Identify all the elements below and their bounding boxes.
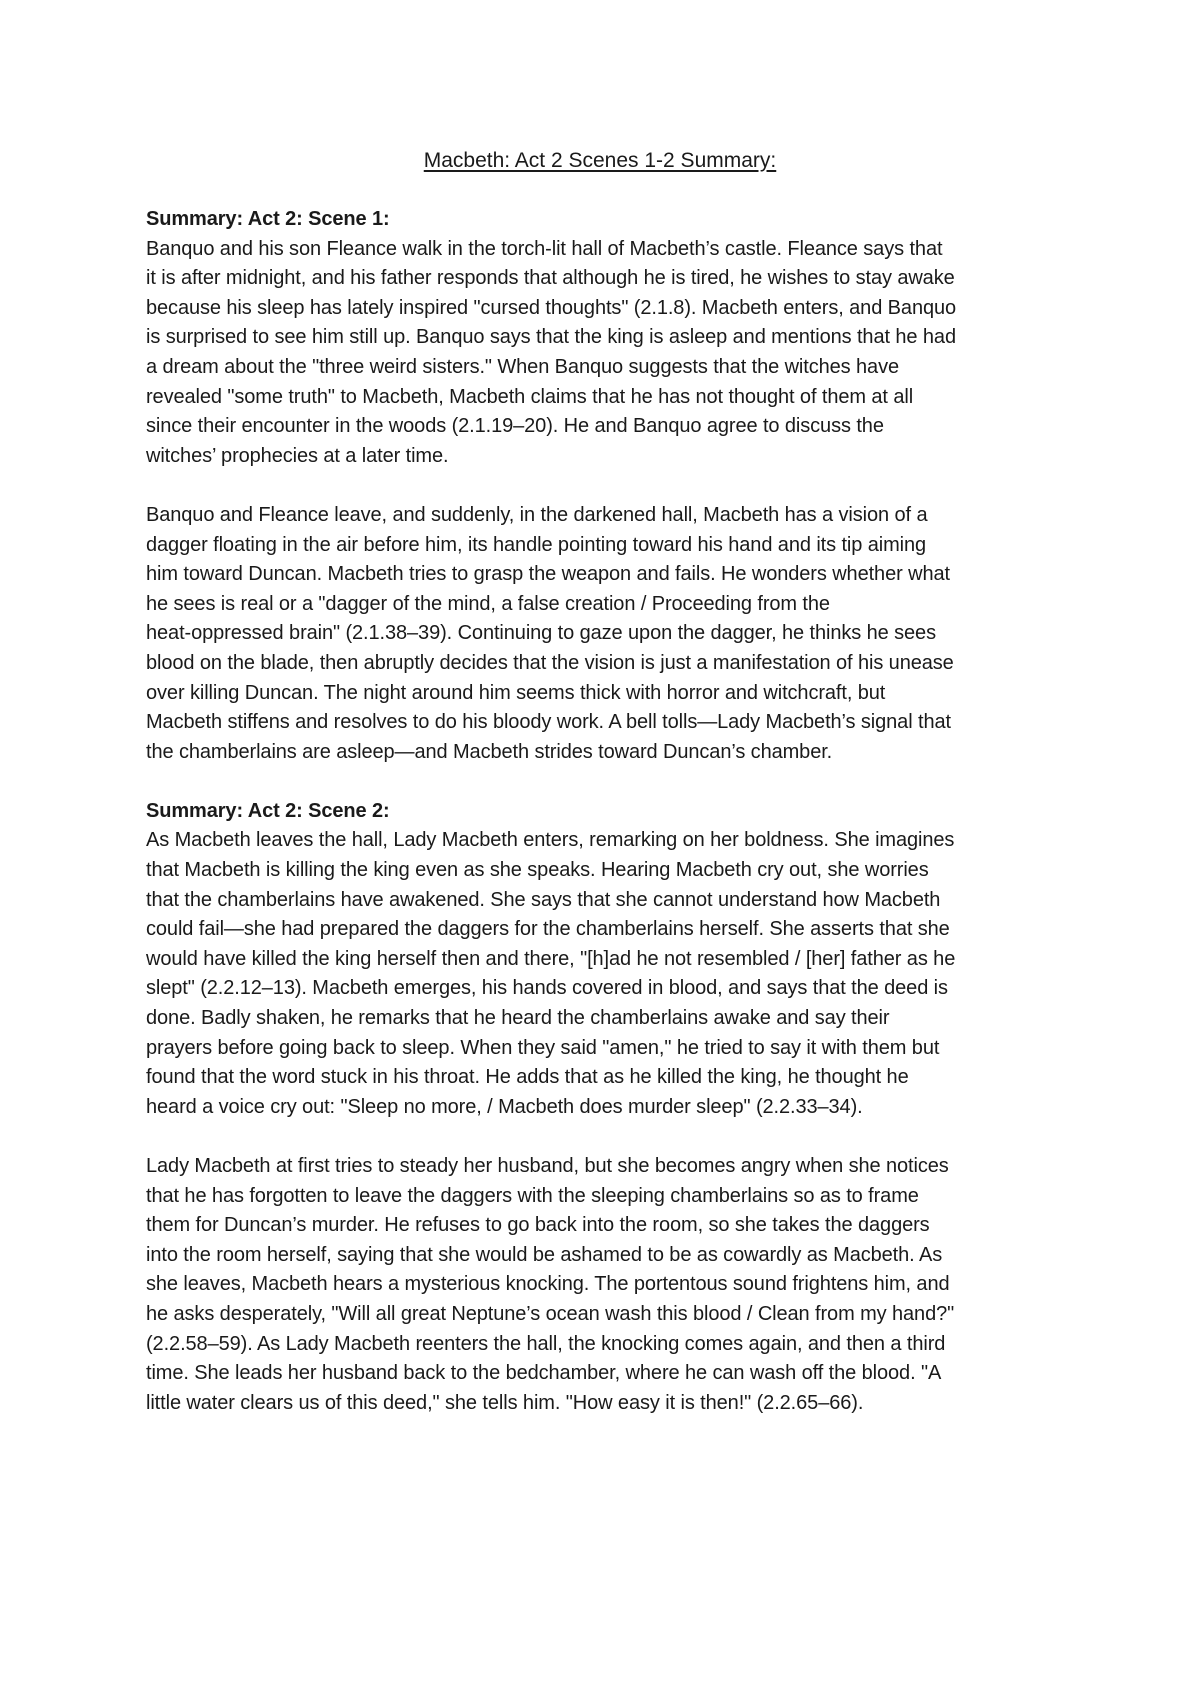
paragraph (146, 501, 1086, 767)
paragraph (146, 235, 1086, 472)
text-line: (2.2.58–59). As Lady Macbeth reenters the hall, the knocking comes again, and then a third (146, 1332, 946, 1355)
text-line: Macbeth stiffens and resolves to do his bloody work. A bell tolls—Lady Macbeth’s signal that (146, 711, 951, 734)
text-line: Banquo and his son Fleance walk in the torch-lit hall of Macbeth’s castle. Fleance says that (146, 237, 943, 260)
page-title: Macbeth: Act 2 Scenes 1-2 Summary: (423, 149, 777, 172)
text-line: she leaves, Macbeth hears a mysterious knocking. The portentous sound frightens him, and (146, 1273, 950, 1296)
text-line: heat-oppressed brain" (2.1.38–39). Continuing to gaze upon the dagger, he thinks he sees (146, 622, 936, 645)
paragraph (146, 826, 1086, 1122)
text-line: into the room herself, saying that she would be ashamed to be as cowardly as Macbeth. As (146, 1243, 943, 1266)
text-line: the chamberlains are asleep—and Macbeth strides toward Duncan’s chamber. (146, 740, 833, 763)
text-line: heard a voice cry out: "Sleep no more, / Macbeth does murder sleep" (2.2.33–34). (146, 1095, 863, 1118)
paragraph-spacer (146, 767, 1086, 797)
text-line: is surprised to see him still up. Banquo says that the king is asleep and mentions that he had (146, 326, 956, 349)
text-line: a dream about the "three weird sisters." When Banquo suggests that the witches have (146, 355, 899, 378)
paragraph-spacer (146, 1122, 1086, 1152)
text-line: Banquo and Fleance leave, and suddenly, in the darkened hall, Macbeth has a vision of a (146, 503, 928, 526)
text-line: that he has forgotten to leave the daggers with the sleeping chamberlains so as to frame (146, 1184, 919, 1207)
text-line: witches’ prophecies at a later time. (146, 444, 449, 467)
text-line: slept" (2.2.12–13). Macbeth emerges, his hands covered in blood, and says that the deed is (146, 977, 948, 1000)
text-line: would have killed the king herself then and there, "[h]ad he not resembled / [her] father as he (146, 947, 956, 970)
text-line: that Macbeth is killing the king even as she speaks. Hearing Macbeth cry out, she worries (146, 859, 929, 882)
text-line: because his sleep has lately inspired "cursed thoughts" (2.1.8). Macbeth enters, and Banquo (146, 296, 957, 319)
text-line: dagger floating in the air before him, its handle pointing toward his hand and its tip aiming (146, 533, 927, 556)
text-line: could fail—she had prepared the daggers for the chamberlains herself. She asserts that she (146, 918, 950, 941)
text-line: little water clears us of this deed," she tells him. "How easy it is then!" (2.2.65–66). (146, 1391, 864, 1414)
text-line: done. Badly shaken, he remarks that he heard the chamberlains awake and say their (146, 1007, 890, 1030)
paragraph (146, 1152, 1086, 1418)
text-line: him toward Duncan. Macbeth tries to grasp the weapon and fails. He wonders whether what (146, 563, 950, 586)
text-line: time. She leads her husband back to the bedchamber, where he can wash off the blood. "A (146, 1362, 942, 1385)
text-line: since their encounter in the woods (2.1.19–20). He and Banquo agree to discuss the (146, 415, 884, 438)
text-line: he asks desperately, "Will all great Neptune’s ocean wash this blood / Clean from my hand?" (146, 1302, 955, 1325)
paragraph-spacer (146, 471, 1086, 501)
section-heading-scene-1: Summary: Act 2: Scene 1: (146, 208, 390, 230)
text-line: over killing Duncan. The night around him seems thick with horror and witchcraft, but (146, 681, 886, 704)
text-line: found that the word stuck in his throat. He adds that as he killed the king, he thought he (146, 1066, 909, 1089)
text-line: As Macbeth leaves the hall, Lady Macbeth enters, remarking on her boldness. She imagines (146, 829, 955, 852)
text-line: he sees is real or a "dagger of the mind, a false creation / Proceeding from the (146, 592, 830, 615)
section-heading-scene-2: Summary: Act 2: Scene 2: (146, 799, 390, 822)
text-line: it is after midnight, and his father responds that although he is tired, he wishes to stay awake (146, 267, 955, 290)
document-body (146, 205, 1086, 1418)
text-line: prayers before going back to sleep. When they said "amen," he tried to say it with them but (146, 1036, 940, 1059)
text-line: blood on the blade, then abruptly decides that the vision is just a manifestation of his unease (146, 651, 954, 674)
text-line: revealed "some truth" to Macbeth, Macbeth claims that he has not thought of them at all (146, 385, 914, 408)
text-line: them for Duncan’s murder. He refuses to go back into the room, so she takes the daggers (146, 1214, 930, 1237)
text-line: Lady Macbeth at first tries to steady her husband, but she becomes angry when she notices (146, 1155, 949, 1177)
text-line: that the chamberlains have awakened. She says that she cannot understand how Macbeth (146, 888, 941, 911)
